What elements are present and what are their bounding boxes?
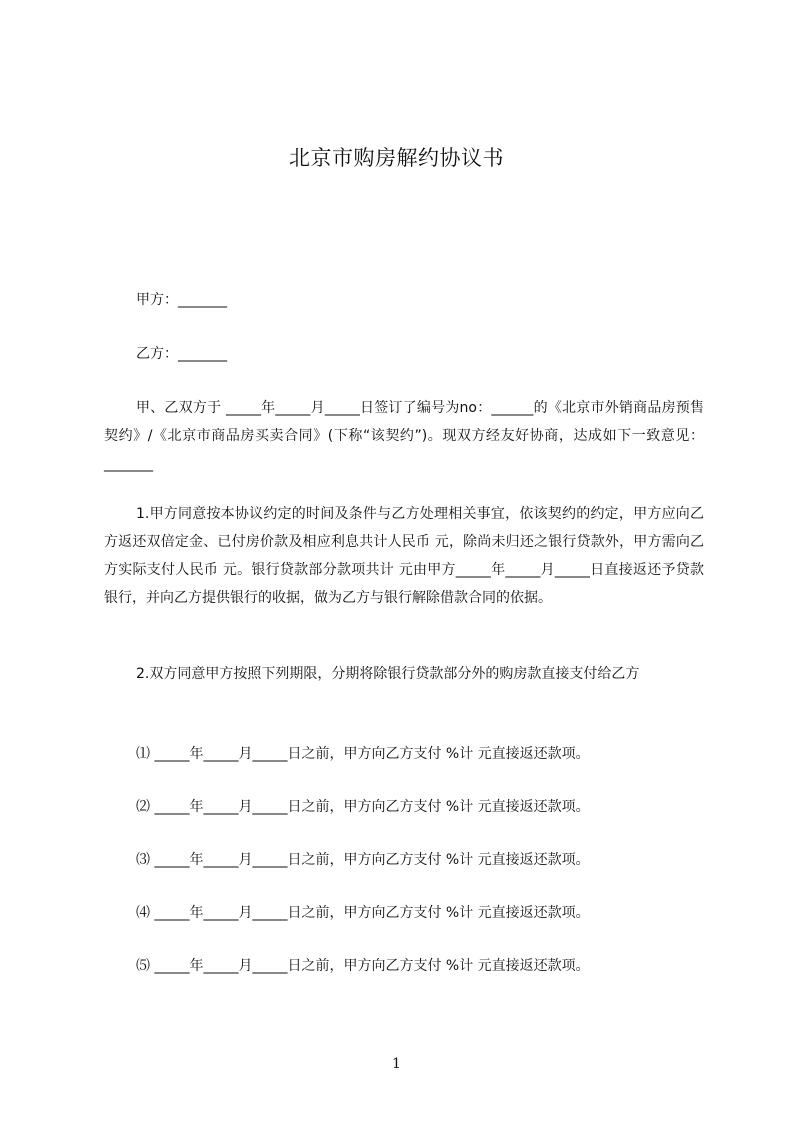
- party-b-line: 乙方：_______: [136, 346, 227, 362]
- installment-item-2: ⑵ _____年_____月_____日之前，甲方向乙方支付 %计 元直接返还款项。: [136, 799, 590, 815]
- installment-item-4: ⑷ _____年_____月_____日之前，甲方向乙方支付 %计 元直接返还款项。: [136, 905, 590, 921]
- clause-1-paragraph: 1.甲方同意按本协议约定的时间及条件与乙方处理相关事宜，依该契约的约定，甲方应向乙方返还双倍定金、已付房价款及相应利息共计人民币 元，除尚未归还之银行贷款外，甲方需向乙方实际支付人民币 元。银行贷款部分款项共计 元由甲方_____年_____月_____日直接返还予贷款银行，并向乙方提供银行的收据，做为乙方与银行解除借款合同的依据。: [104, 506, 704, 606]
- party-a-line: 甲方：_______: [136, 292, 227, 308]
- clause-2-paragraph: 2.双方同意甲方按照下列期限，分期将除银行贷款部分外的购房款直接支付给乙方: [136, 666, 640, 682]
- intro-paragraph: 甲、乙双方于 _____年_____月_____日签订了编号为no：______的《北京市外销商品房预售契约》/《北京市商品房买卖合同》(下称“该契约”)。现双方经友好协商，达成如下一致意见：_______: [104, 400, 704, 472]
- installment-item-1: ⑴ _____年_____月_____日之前，甲方向乙方支付 %计 元直接返还款项。: [136, 746, 590, 762]
- page-number: 1: [392, 1056, 401, 1072]
- document-title: 北京市购房解约协议书: [289, 146, 504, 170]
- installment-item-5: ⑸ _____年_____月_____日之前，甲方向乙方支付 %计 元直接返还款项。: [136, 958, 590, 974]
- installment-item-3: ⑶ _____年_____月_____日之前，甲方向乙方支付 %计 元直接返还款项。: [136, 852, 590, 868]
